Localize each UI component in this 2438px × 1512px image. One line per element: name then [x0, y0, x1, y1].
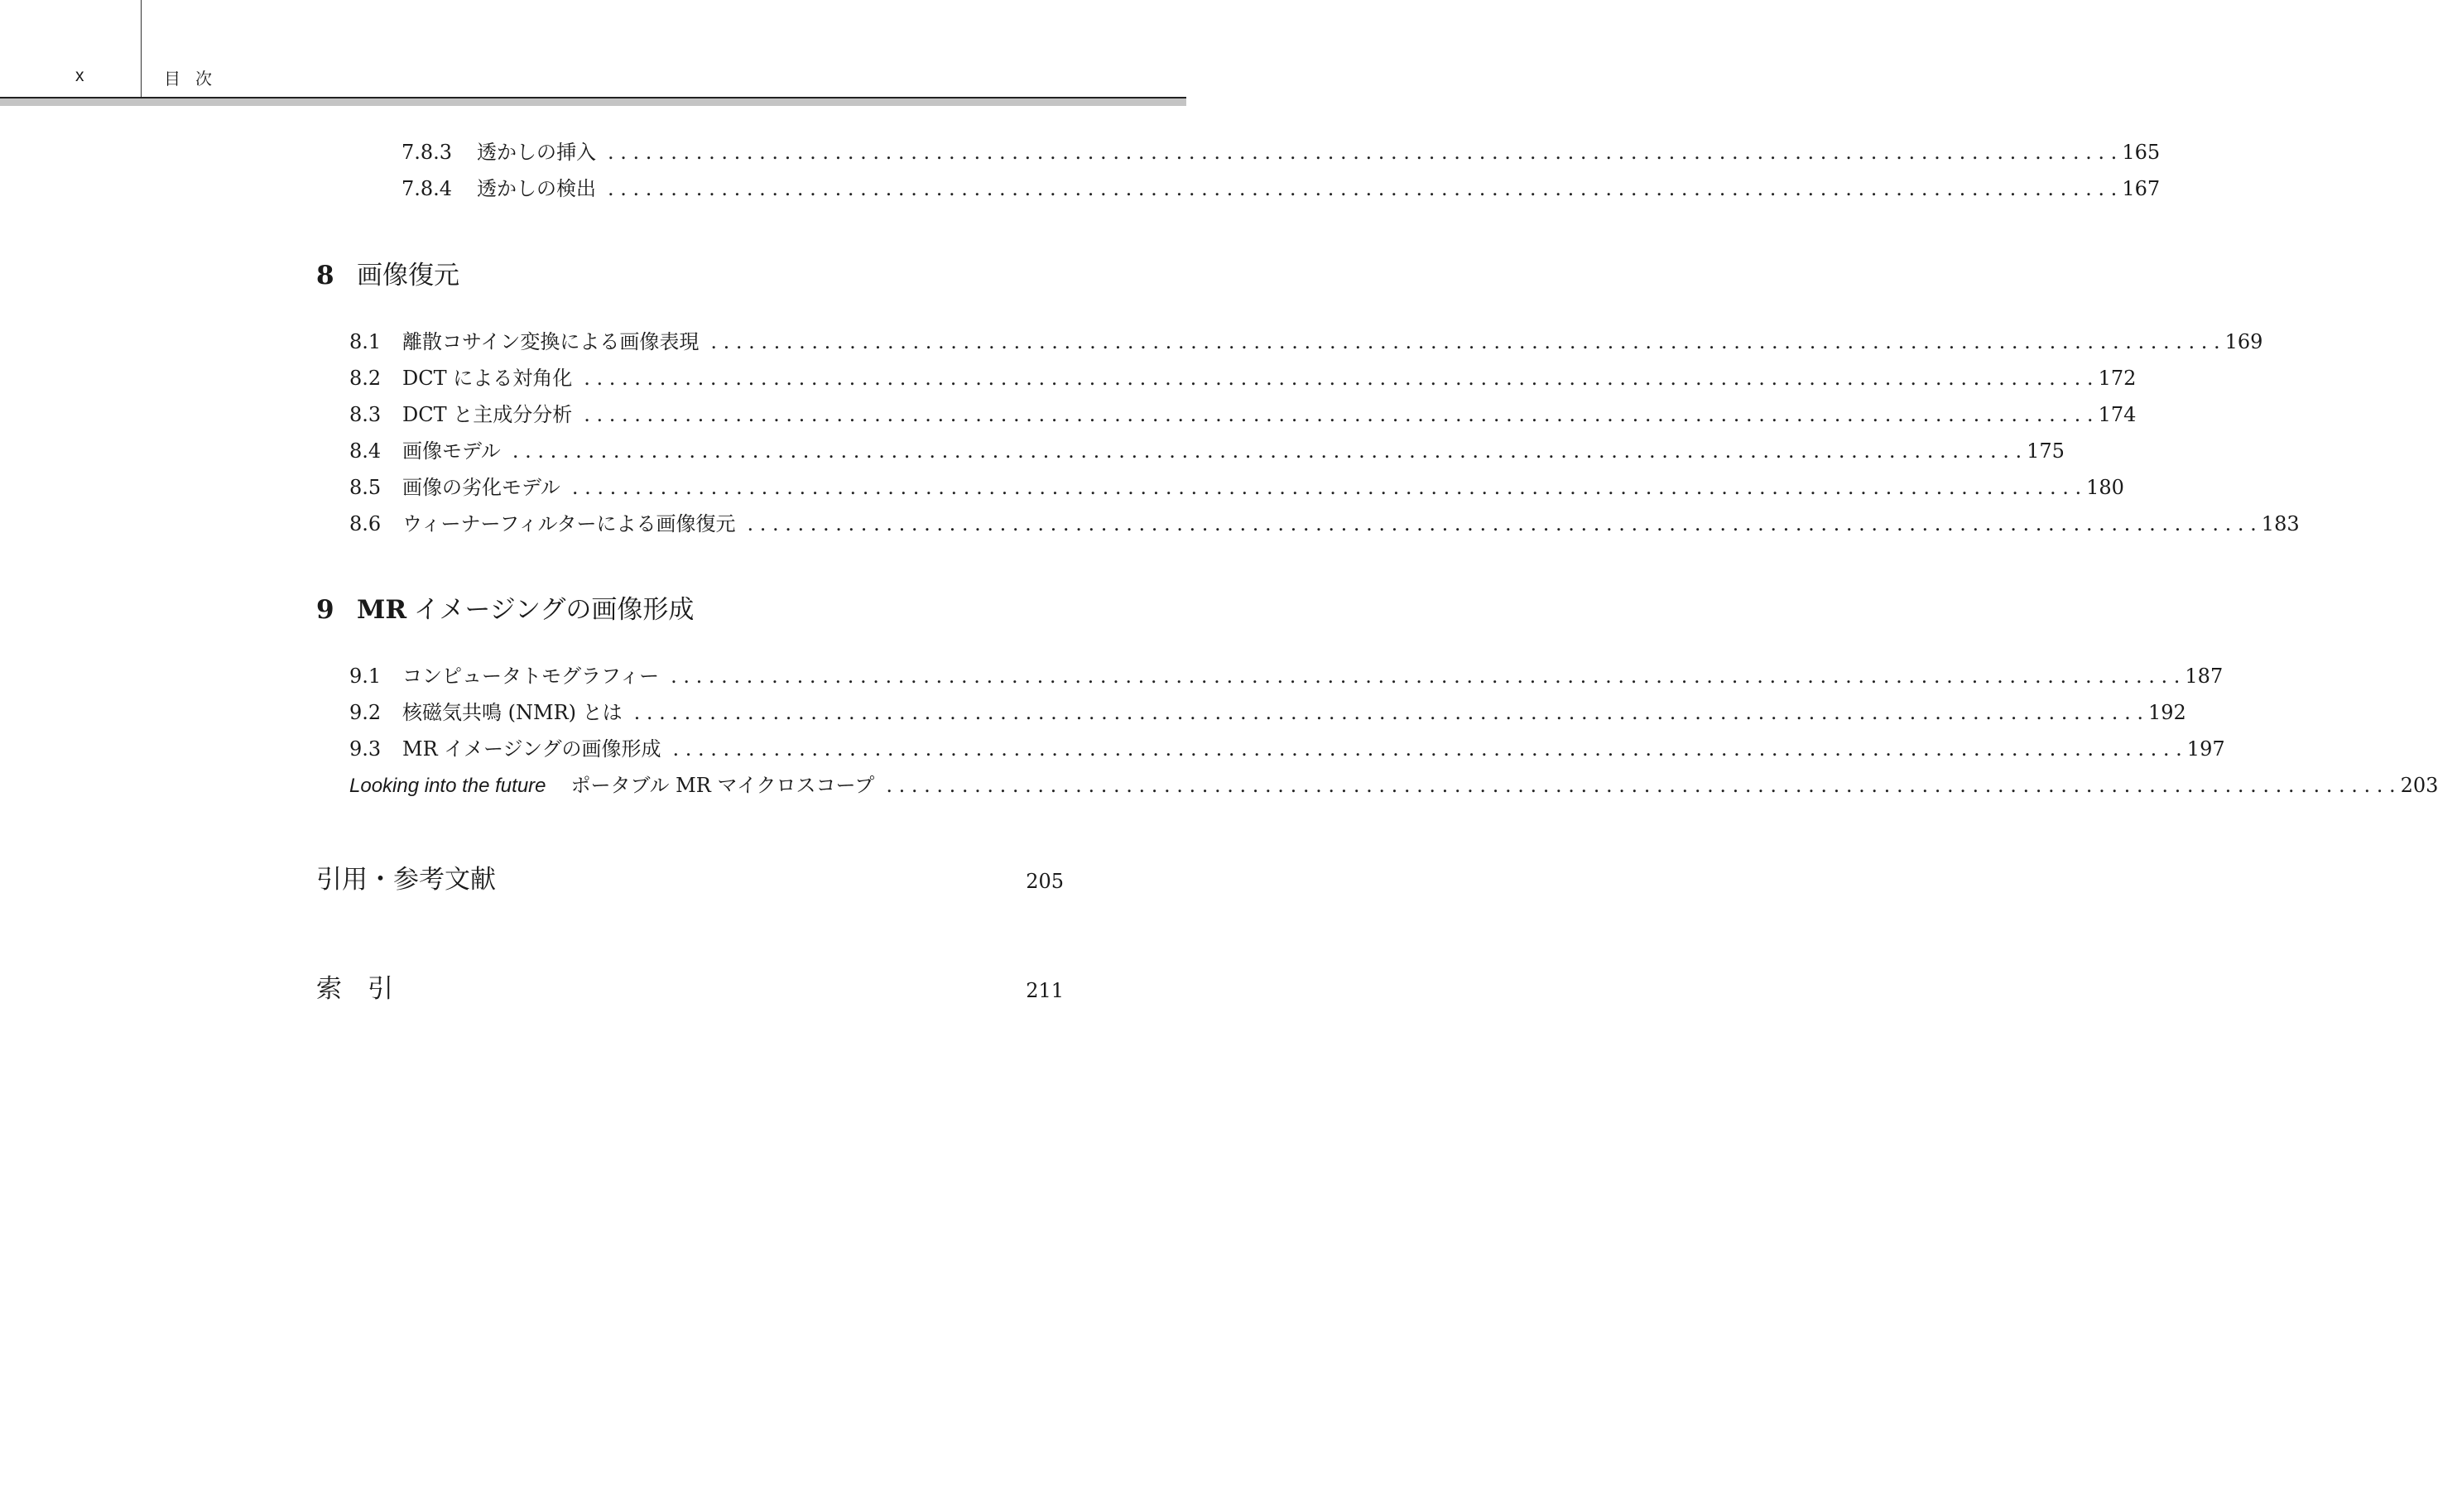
entry-title: 透かしの挿入 — [477, 141, 596, 164]
entry-page: 172 — [2098, 367, 2137, 390]
entry-number: 9.1 — [349, 665, 382, 688]
entry-page: 197 — [2186, 737, 2225, 761]
dot-leader: . . . . . . . . . . . . . . . . . . . . . . . . . . . . . . . . . . . . . . . . . . . . . . . . . . . . . . . . . . . . . . . . . . . . . . . . . . . . . . . . . . . . . . . . . . . . . . . . . . . . . . . . . . . . . . . . . . . . . . . . — [886, 774, 2396, 797]
toc-entry-8-6[interactable] — [349, 511, 2300, 537]
entry-page: 180 — [2086, 476, 2124, 499]
dot-leader: . . . . . . . . . . . . . . . . . . . . . . . . . . . . . . . . . . . . . . . . . . . . . . . . . . . . . . . . . . . . . . . . . . . . . . . . . . . . . . . . . . . . . . . . . . . . . . . . . . . . . . . . . . . . . . . . . . . . . . . . — [747, 512, 2257, 535]
entry-number: 7.8.3 — [402, 141, 453, 164]
chapter-number: 9 — [316, 595, 334, 625]
entry-page: 165 — [2122, 141, 2161, 164]
toc-entry-8-1[interactable] — [349, 329, 2263, 355]
entry-number: 8.4 — [349, 439, 382, 463]
entry-page: 183 — [2261, 512, 2300, 535]
index-page: 211 — [1026, 979, 1064, 1002]
entry-title: DCT と主成分分析 — [402, 403, 573, 426]
entry-number: 8.6 — [349, 512, 382, 535]
entry-title: ウィーナーフィルターによる画像復元 — [402, 512, 736, 535]
references-page: 205 — [1026, 870, 1064, 893]
entry-page: 169 — [2224, 330, 2263, 353]
toc-entry-7-8-3[interactable] — [402, 139, 2161, 166]
entry-title: コンピュータトモグラフィー — [402, 665, 660, 688]
dot-leader: . . . . . . . . . . . . . . . . . . . . . . . . . . . . . . . . . . . . . . . . . . . . . . . . . . . . . . . . . . . . . . . . . . . . . . . . . . . . . . . . . . . . . . . . . . . . . . . . . . . . . . . . . . . . . . . . . . . . . . . . — [512, 439, 2022, 463]
dot-leader: . . . . . . . . . . . . . . . . . . . . . . . . . . . . . . . . . . . . . . . . . . . . . . . . . . . . . . . . . . . . . . . . . . . . . . . . . . . . . . . . . . . . . . . . . . . . . . . . . . . . . . . . . . . . . . . . . . . . . . . . — [671, 665, 2181, 688]
entry-label: Looking into the future — [349, 775, 546, 797]
toc-entry-9-2[interactable] — [349, 699, 2186, 726]
chapter-number: 8 — [316, 261, 334, 290]
entry-page: 192 — [2147, 701, 2186, 724]
entry-page: 167 — [2122, 177, 2161, 200]
header-shadow-band — [0, 98, 1186, 106]
toc-entry-9-3[interactable] — [349, 736, 2225, 762]
toc-entry-looking-into-the-future[interactable] — [349, 772, 2438, 799]
chapter-title-latin: MR — [357, 595, 407, 625]
entry-number: 9.3 — [349, 737, 382, 761]
entry-number: 9.2 — [349, 701, 382, 724]
dot-leader: . . . . . . . . . . . . . . . . . . . . . . . . . . . . . . . . . . . . . . . . . . . . . . . . . . . . . . . . . . . . . . . . . . . . . . . . . . . . . . . . . . . . . . . . . . . . . . . . . . . . . . . . . . . . . . . . . . . . . . . . — [633, 701, 2143, 724]
entry-title: ポータブル MR マイクロスコープ — [570, 774, 875, 797]
toc-entry-8-3[interactable] — [349, 401, 2137, 428]
chapter-9-heading[interactable] — [316, 593, 694, 626]
entry-title: MR イメージングの画像形成 — [402, 737, 661, 761]
header-section-title: 目次 — [164, 70, 227, 89]
dot-leader: . . . . . . . . . . . . . . . . . . . . . . . . . . . . . . . . . . . . . . . . . . . . . . . . . . . . . . . . . . . . . . . . . . . . . . . . . . . . . . . . . . . . . . . . . . . . . . . . . . . . . . . . . . . . . . . . . . . . . . . . — [608, 177, 2118, 200]
index-title: 索 引 — [316, 974, 393, 1003]
chapter-title: イメージングの画像形成 — [406, 595, 695, 624]
toc-entry-index[interactable] — [316, 967, 1064, 1005]
entry-number: 8.1 — [349, 330, 382, 353]
entry-number: 8.5 — [349, 476, 382, 499]
chapter-8-heading[interactable] — [316, 259, 459, 292]
entry-page: 174 — [2098, 403, 2137, 426]
toc-entry-9-1[interactable] — [349, 663, 2224, 689]
running-header — [0, 0, 1186, 98]
dot-leader: . . . . . . . . . . . . . . . . . . . . . . . . . . . . . . . . . . . . . . . . . . . . . . . . . . . . . . . . . . . . . . . . . . . . . . . . . . . . . . . . . . . . . . . . . . . . . . . . . . . . . . . . . . . . . . . . . . . . . . . . — [672, 737, 2182, 761]
chapter-title: 画像復元 — [357, 261, 459, 290]
toc-entry-8-4[interactable] — [349, 438, 2065, 464]
entry-title: 画像モデル — [402, 439, 501, 463]
entry-number: 8.2 — [349, 367, 382, 390]
entry-title: 核磁気共鳴 (NMR) とは — [402, 701, 623, 724]
header-divider — [141, 0, 142, 97]
entry-title: 画像の劣化モデル — [402, 476, 560, 499]
dot-leader: . . . . . . . . . . . . . . . . . . . . . . . . . . . . . . . . . . . . . . . . . . . . . . . . . . . . . . . . . . . . . . . . . . . . . . . . . . . . . . . . . . . . . . . . . . . . . . . . . . . . . . . . . . . . . . . . . . . . . . . . — [571, 476, 2082, 499]
entry-title: 離散コサイン変換による画像表現 — [402, 330, 700, 353]
entry-title: 透かしの検出 — [477, 177, 596, 200]
dot-leader: . . . . . . . . . . . . . . . . . . . . . . . . . . . . . . . . . . . . . . . . . . . . . . . . . . . . . . . . . . . . . . . . . . . . . . . . . . . . . . . . . . . . . . . . . . . . . . . . . . . . . . . . . . . . . . . . . . . . . . . . — [608, 141, 2118, 164]
toc-entry-references[interactable] — [316, 858, 1064, 895]
header-page-number: x — [75, 66, 84, 85]
references-title: 引用・参考文献 — [316, 865, 496, 894]
toc-entry-8-5[interactable] — [349, 474, 2124, 501]
entry-page: 203 — [2400, 774, 2438, 797]
dot-leader: . . . . . . . . . . . . . . . . . . . . . . . . . . . . . . . . . . . . . . . . . . . . . . . . . . . . . . . . . . . . . . . . . . . . . . . . . . . . . . . . . . . . . . . . . . . . . . . . . . . . . . . . . . . . . . . . . . . . . . . . — [710, 330, 2220, 353]
dot-leader: . . . . . . . . . . . . . . . . . . . . . . . . . . . . . . . . . . . . . . . . . . . . . . . . . . . . . . . . . . . . . . . . . . . . . . . . . . . . . . . . . . . . . . . . . . . . . . . . . . . . . . . . . . . . . . . . . . . . . . . . — [584, 403, 2094, 426]
toc-entry-8-2[interactable] — [349, 365, 2137, 391]
entry-number: 8.3 — [349, 403, 382, 426]
entry-page: 187 — [2185, 665, 2224, 688]
entry-number: 7.8.4 — [402, 177, 453, 200]
entry-page: 175 — [2027, 439, 2065, 463]
toc-entry-7-8-4[interactable] — [402, 175, 2161, 202]
entry-title: DCT による対角化 — [402, 367, 573, 390]
dot-leader: . . . . . . . . . . . . . . . . . . . . . . . . . . . . . . . . . . . . . . . . . . . . . . . . . . . . . . . . . . . . . . . . . . . . . . . . . . . . . . . . . . . . . . . . . . . . . . . . . . . . . . . . . . . . . . . . . . . . . . . . — [584, 367, 2094, 390]
